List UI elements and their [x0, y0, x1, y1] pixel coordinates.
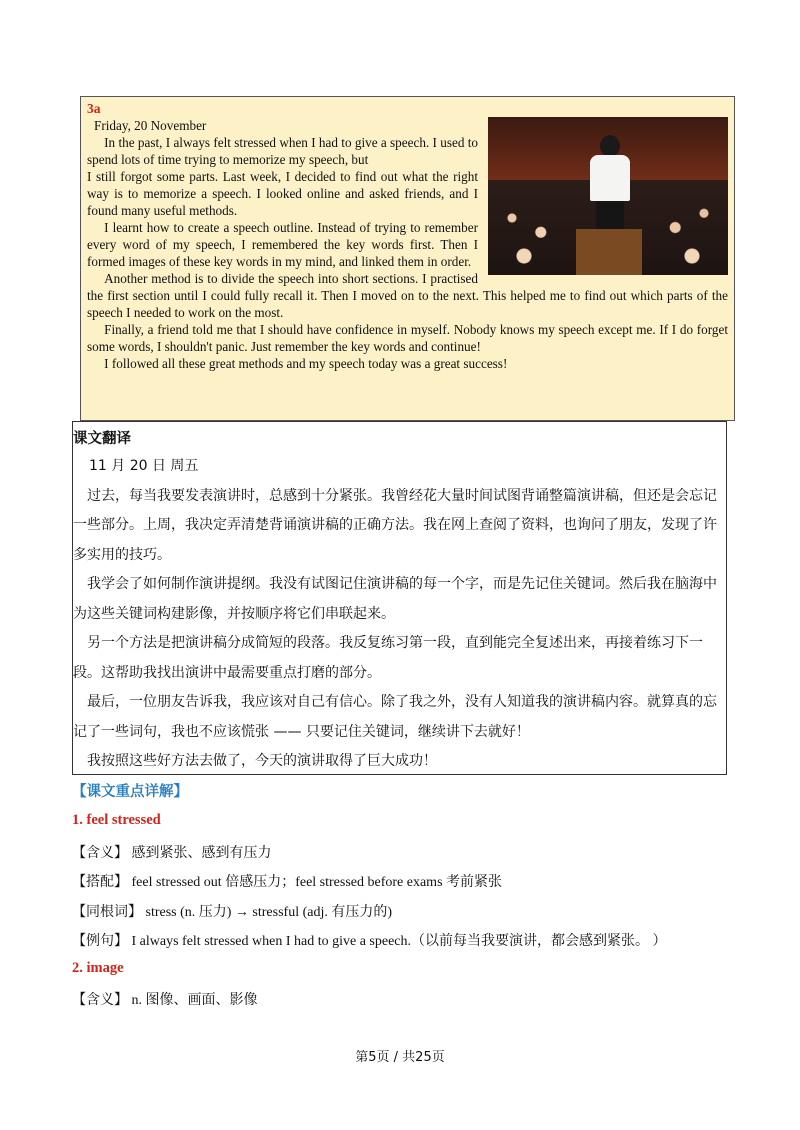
meaning-text: n. 图像、画面、影像: [131, 993, 258, 1008]
reading-passage-box: [80, 96, 735, 421]
translation-box: [72, 421, 727, 775]
passage-paragraph: In the past, I always felt stressed when I had to give a speech. I used to spend lots of time trying to memorize my speech, but: [87, 135, 478, 167]
passage-paragraph: Finally, a friend told me that I should have confidence in myself. Nobody knows my speech except me. If I do forget some words, I shouldn't panic. Just remember the key words and continue!: [87, 322, 728, 354]
point-1-example: [72, 930, 667, 950]
section-label: 3a: [87, 101, 101, 116]
passage-paragraph: I learnt how to create a speech outline. Instead of trying to remember every word of my speech, I remembered the key words first. Then I formed images of these key words in my mind, and linked them in order.: [87, 220, 478, 269]
passage-paragraph: I still forgot some parts. Last week, I decided to find out what the right way is to memorize a speech. I looked online and asked friends, and I found many useful methods.: [87, 169, 478, 218]
collocation-label: 【搭配】: [72, 874, 128, 890]
meaning-label: 【含义】: [72, 992, 128, 1008]
collocation-text: feel stressed out 倍感压力；feel stressed before exams 考前紧张: [131, 875, 503, 890]
point-1-title: 1. feel stressed: [72, 812, 161, 828]
translation-date: 11 月 20 日 周五: [89, 458, 199, 474]
example-text: I always felt stressed when I had to give a speech.（以前每当我要演讲，都会感到紧张。 ）: [131, 934, 667, 949]
translation-paragraph: 过去，每当我要发表演讲时，总感到十分紧张。我曾经花大量时间试图背诵整篇演讲稿，但还是会忘记一些部分。上周，我决定弄清楚背诵演讲稿的正确方法。我在网上查阅了资料，也询问了朋友，发现了许多实用的技巧。: [73, 487, 717, 563]
passage-paragraph: I followed all these great methods and my speech today was a great success!: [104, 356, 508, 371]
meaning-text: 感到紧张、感到有压力: [131, 845, 272, 861]
meaning-label: 【含义】: [72, 845, 128, 861]
podium: [576, 229, 642, 275]
translation-title: 课文翻译: [73, 431, 131, 447]
cognate-label: 【同根词】: [72, 904, 142, 920]
point-1-collocation: [72, 871, 502, 891]
page-footer: 第5页 / 共25页: [355, 1050, 445, 1065]
cognate-text: stress (n. 压力) → stressful (adj. 有压力的): [145, 905, 393, 920]
point-2-meaning: [72, 989, 258, 1009]
speech-photo: [488, 117, 728, 275]
translation-paragraph: 另一个方法是把演讲稿分成简短的段落。我反复练习第一段，直到能完全复述出来，再接着练习下一段。这帮助我找出演讲中最需要重点打磨的部分。: [73, 635, 703, 681]
translation-paragraph: 我学会了如何制作演讲提纲。我没有试图记住演讲稿的每一个字，而是先记住关键词。然后我在脑海中为这些关键词构建影像，并按顺序将它们串联起来。: [73, 576, 717, 622]
point-1-meaning: [72, 842, 272, 862]
key-points-title: 【课文重点详解】: [72, 784, 188, 800]
translation-paragraph: 最后，一位朋友告诉我，我应该对自己有信心。除了我之外，没有人知道我的演讲稿内容。就算真的忘记了一些词句，我也不应该慌张 —— 只要记住关键词，继续讲下去就好！: [73, 694, 717, 740]
example-label: 【例句】: [72, 933, 128, 949]
passage-date: Friday, 20 November: [94, 118, 207, 133]
passage-paragraph: Another method is to divide the speech into short sections. I practised the first section until I could fully recall it. Then I moved on to the next. This helped me to find out which parts of the speech I needed to work on the most.: [87, 271, 728, 320]
point-1-cognate: [72, 901, 392, 921]
translation-paragraph: 我按照这些好方法去做了，今天的演讲取得了巨大成功！: [87, 753, 437, 769]
point-2-title: 2. image: [72, 960, 124, 976]
